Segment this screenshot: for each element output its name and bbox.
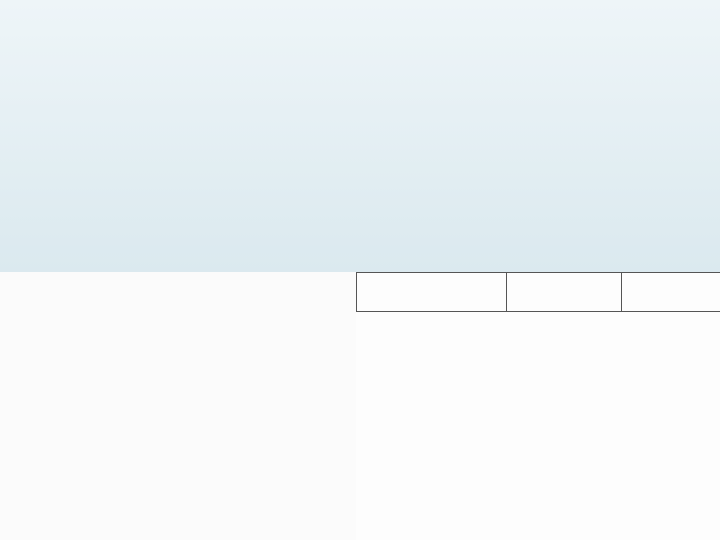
morbidity-table-image	[356, 272, 720, 540]
bar-chart-image	[0, 272, 357, 540]
header-abomb-rate	[507, 273, 622, 312]
table-header-row	[357, 273, 720, 312]
header-japan-rate	[622, 273, 720, 312]
morbidity-table	[356, 272, 720, 312]
header-disease	[357, 273, 507, 312]
chart-svg	[0, 272, 356, 540]
